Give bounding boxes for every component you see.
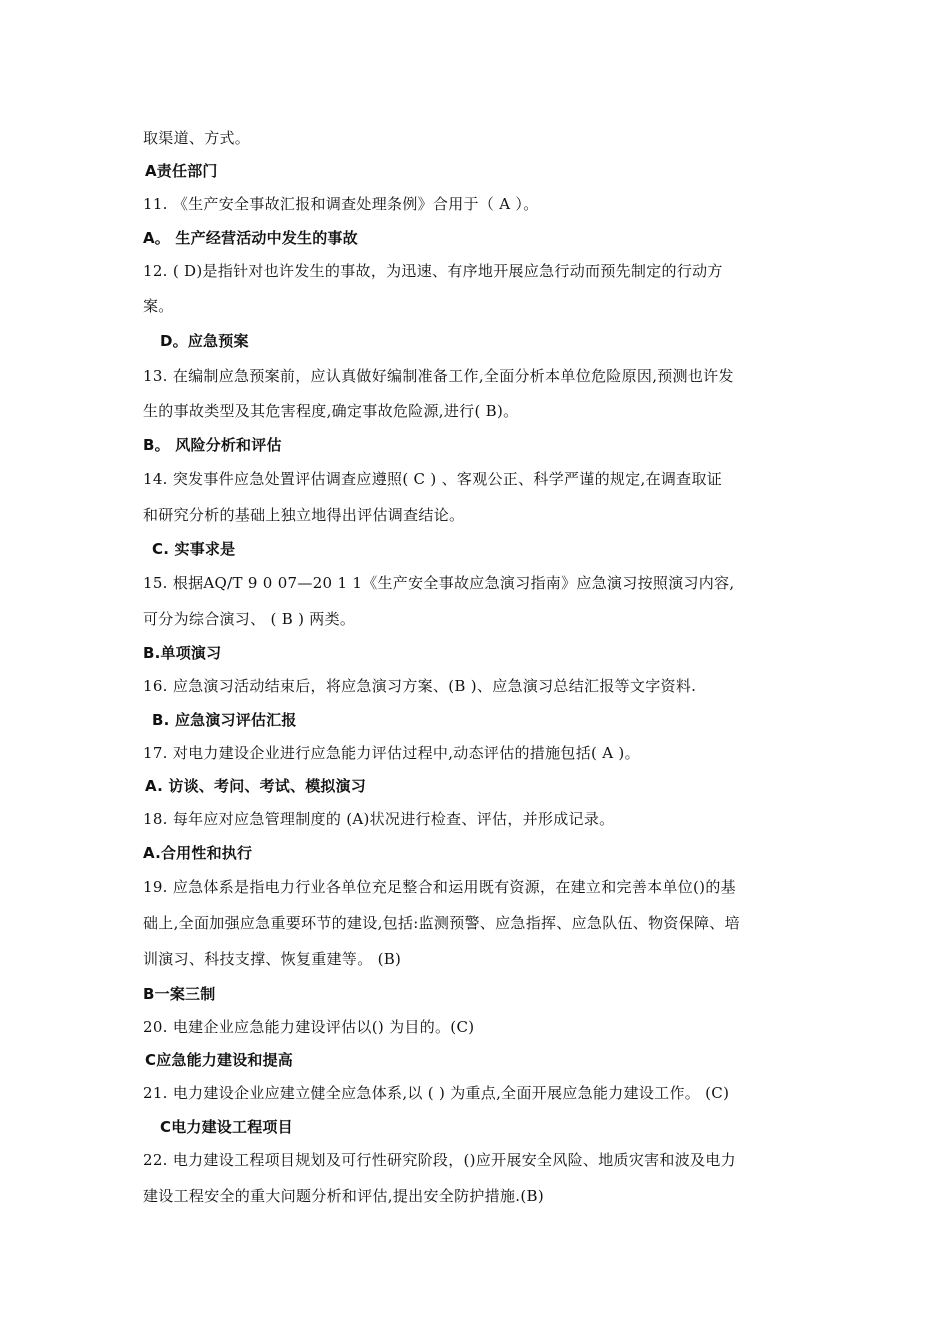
question-text: 生的事故类型及其危害程度,确定事故危险源,进行( B)。 [143, 402, 519, 420]
question-text: 17. 对电力建设企业进行应急能力评估过程中,动态评估的措施包括( A )。 [143, 744, 640, 762]
answer-text: C. 实事求是 [152, 540, 236, 558]
question-text: 建设工程安全的重大问题分析和评估,提出安全防护措施.(B) [143, 1187, 544, 1205]
question-text: 训演习、科技支撑、恢复重建等。 (B) [143, 950, 402, 968]
answer-text: B。 风险分析和评估 [143, 436, 282, 454]
answer-text: B. 应急演习评估汇报 [152, 711, 297, 729]
answer-text: B.单项演习 [143, 644, 222, 662]
answer-text: C电力建设工程项目 [160, 1118, 293, 1136]
answer-text: B一案三制 [143, 985, 216, 1003]
answer-text: A责任部门 [145, 162, 218, 180]
question-text: 19. 应急体系是指电力行业各单位充足整合和运用既有资源，在建立和完善本单位()的基 [143, 878, 736, 896]
question-text: 14. 突发事件应急处置评估调查应遵照( C ) 、客观公正、科学严谨的规定,在调查取证 [143, 470, 723, 488]
answer-text: C应急能力建设和提高 [145, 1051, 294, 1069]
question-text: 和研究分析的基础上独立地得出评估调查结论。 [143, 506, 465, 524]
question-text: 20. 电建企业应急能力建设评估以() 为目的。(C) [143, 1018, 475, 1036]
question-text: 21. 电力建设企业应建立健全应急体系,以 ( ) 为重点,全面开展应急能力建设工作。 (C) [143, 1084, 730, 1102]
answer-text: A. 访谈、考问、考试、模拟演习 [145, 777, 367, 795]
question-text: 可分为综合演习、 ( B ) 两类。 [143, 610, 356, 628]
question-text: 案。 [143, 297, 174, 315]
question-text: 16. 应急演习活动结束后，将应急演习方案、(B )、应急演习总结汇报等文字资料. [143, 677, 697, 695]
question-text: 取渠道、方式。 [143, 129, 251, 147]
answer-text: D。应急预案 [160, 332, 249, 350]
question-text: 12. ( D)是指针对也许发生的事故，为迅速、有序地开展应急行动而预先制定的行动方 [143, 262, 723, 280]
answer-text: A.合用性和执行 [143, 844, 253, 862]
question-text: 13. 在编制应急预案前，应认真做好编制准备工作,全面分析本单位危险原因,预测也许发 [143, 367, 734, 385]
question-text: 15. 根据AQ/T 9 0 07—20 1 1《生产安全事故应急演习指南》应急演习按照演习内容, [143, 574, 735, 592]
question-text: 22. 电力建设工程项目规划及可行性研究阶段，()应开展安全风险、地质灾害和波及电力 [143, 1151, 736, 1169]
question-text: 18. 每年应对应急管理制度的 (A)状况进行检查、评估，并形成记录。 [143, 810, 615, 828]
question-text: 11. 《生产安全事故汇报和调查处理条例》合用于（ A ）。 [143, 195, 539, 213]
answer-text: A。 生产经营活动中发生的事故 [143, 229, 358, 247]
question-text: 础上,全面加强应急重要环节的建设,包括:监测预警、应急指挥、应急队伍、物资保障、培 [143, 914, 740, 932]
